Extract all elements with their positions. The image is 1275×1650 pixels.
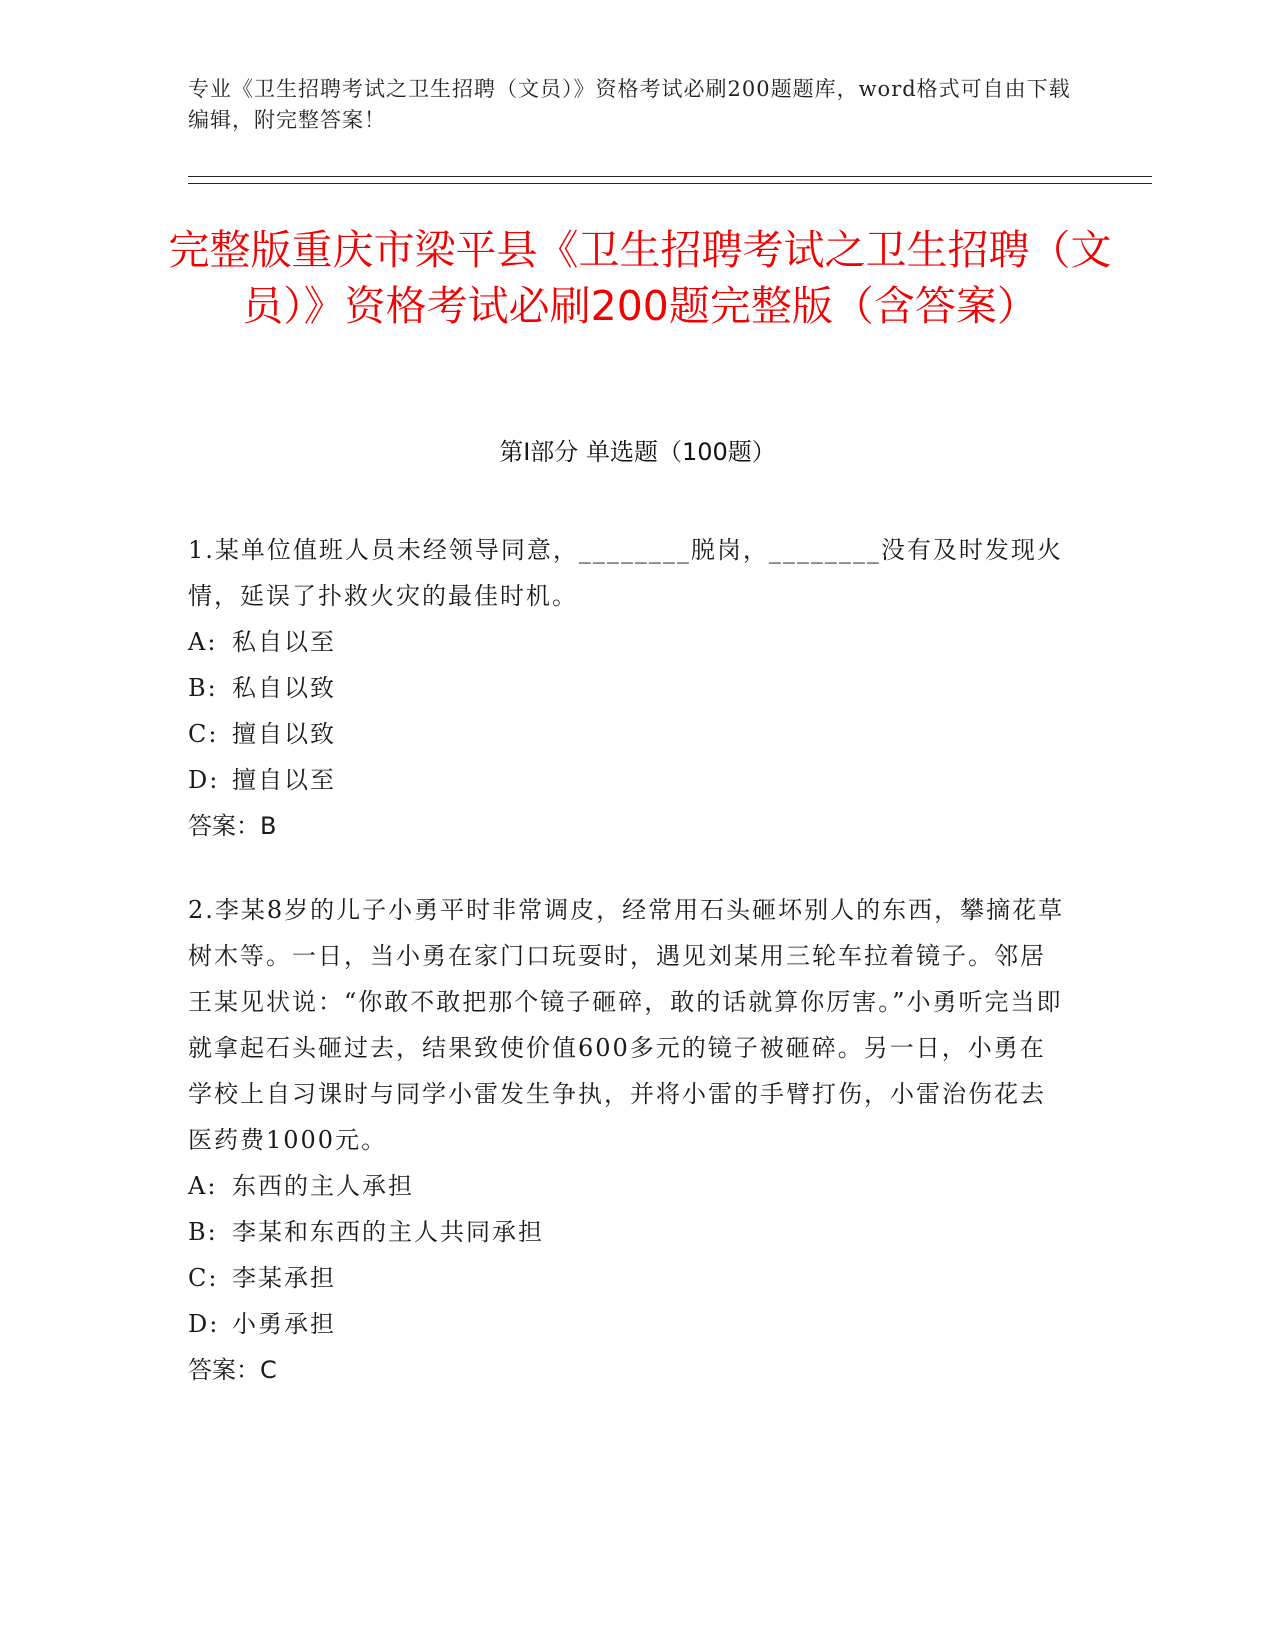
question-2 xyxy=(188,887,1068,1393)
answer-line: 答案：B xyxy=(188,812,277,840)
option-b xyxy=(188,1209,1068,1255)
option-text: 李某和东西的主人共同承担 xyxy=(232,1218,544,1246)
option-c xyxy=(188,1255,1068,1301)
section-heading: 第I部分 单选题（100题） xyxy=(499,438,776,466)
option-label: A: xyxy=(188,628,218,656)
option-a xyxy=(188,619,1068,665)
option-d xyxy=(188,1301,1068,1347)
option-label: D: xyxy=(188,1310,220,1338)
option-label: B: xyxy=(188,674,218,702)
header-divider-bottom xyxy=(188,183,1152,184)
option-d xyxy=(188,757,1068,803)
header-divider-top xyxy=(188,176,1152,177)
question-1 xyxy=(188,527,1068,849)
question-stem: 2.李某8岁的儿子小勇平时非常调皮，经常用石头砸坏别人的东西，攀摘花草树木等。一日，当小勇在家门口玩耍时，遇见刘某用三轮车拉着镜子。邻居王某见状说：“你敢不敢把那个镜子砸碎，敢的话就算你厉害。”小勇听完当即就拿起石头砸过去，结果致使价值600多元的镜子被砸碎。另一日，小勇在学校上自习课时与同学小雷发生争执，并将小雷的手臂打伤，小雷治伤花去医药费1000元。 xyxy=(188,896,1065,1154)
option-text: 私自以致 xyxy=(232,674,336,702)
option-text: 小勇承担 xyxy=(232,1310,336,1338)
option-label: D: xyxy=(188,766,220,794)
option-text: 擅自以至 xyxy=(232,766,336,794)
option-text: 东西的主人承担 xyxy=(232,1172,414,1200)
option-label: A: xyxy=(188,1172,218,1200)
option-label: C: xyxy=(188,1264,219,1292)
option-label: B: xyxy=(188,1218,218,1246)
question-stem: 1.某单位值班人员未经领导同意，________脱岗，________没有及时发现火情，延误了扑救火灾的最佳时机。 xyxy=(188,536,1063,610)
option-label: C: xyxy=(188,720,219,748)
answer-line: 答案：C xyxy=(188,1356,277,1384)
option-text: 擅自以致 xyxy=(232,720,336,748)
option-a xyxy=(188,1163,1068,1209)
option-text: 李某承担 xyxy=(232,1264,336,1292)
document-header-note: 专业《卫生招聘考试之卫生招聘（文员）》资格考试必刷200题题库，word格式可自由下载编辑，附完整答案！ xyxy=(188,77,1071,132)
document-title: 完整版重庆市梁平县《卫生招聘考试之卫生招聘（文员）》资格考试必刷200题完整版（含答案） xyxy=(168,226,1112,330)
option-text: 私自以至 xyxy=(232,628,336,656)
option-b xyxy=(188,665,1068,711)
option-c xyxy=(188,711,1068,757)
